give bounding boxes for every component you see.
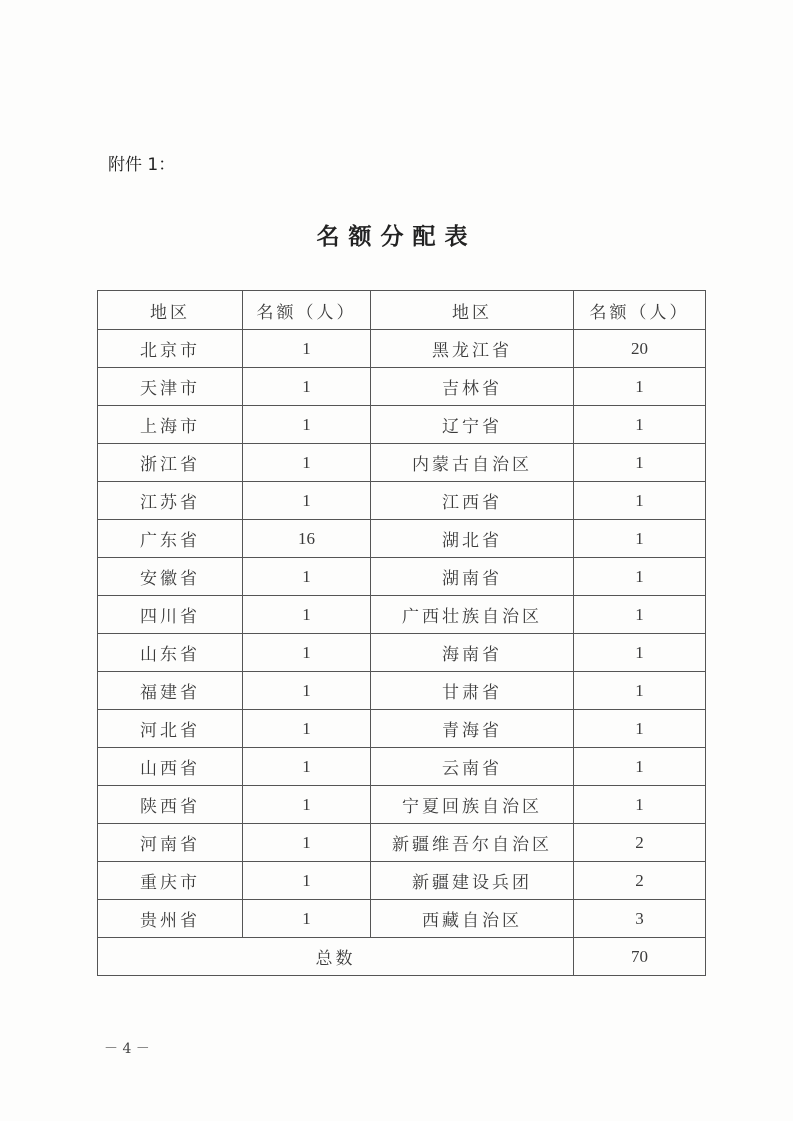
cell-left-region: 天津市 [98, 368, 243, 406]
total-label: 总数 [98, 938, 574, 976]
cell-left-quota: 1 [243, 444, 371, 482]
cell-left-region: 北京市 [98, 330, 243, 368]
table-row [98, 406, 706, 444]
table-row [98, 596, 706, 634]
header-region-left: 地区 [98, 291, 243, 330]
cell-left-quota: 1 [243, 634, 371, 672]
cell-right-quota: 1 [574, 672, 706, 710]
cell-right-region: 青海省 [371, 710, 574, 748]
cell-right-region: 吉林省 [371, 368, 574, 406]
cell-left-quota: 1 [243, 330, 371, 368]
cell-left-quota: 1 [243, 900, 371, 938]
header-quota-left: 名额（人） [243, 291, 371, 330]
cell-left-quota: 1 [243, 710, 371, 748]
cell-left-region: 河北省 [98, 710, 243, 748]
cell-left-region: 山东省 [98, 634, 243, 672]
table-row [98, 558, 706, 596]
cell-left-region: 四川省 [98, 596, 243, 634]
cell-left-quota: 1 [243, 786, 371, 824]
cell-right-quota: 1 [574, 786, 706, 824]
cell-left-quota: 1 [243, 482, 371, 520]
cell-left-region: 重庆市 [98, 862, 243, 900]
table-row [98, 786, 706, 824]
cell-left-quota: 1 [243, 748, 371, 786]
cell-left-quota: 1 [243, 596, 371, 634]
table-row [98, 482, 706, 520]
cell-left-region: 广东省 [98, 520, 243, 558]
cell-right-region: 云南省 [371, 748, 574, 786]
cell-right-quota: 1 [574, 406, 706, 444]
table-header-row [98, 291, 706, 330]
cell-right-region: 黑龙江省 [371, 330, 574, 368]
table-row [98, 748, 706, 786]
table-row [98, 672, 706, 710]
table-row [98, 710, 706, 748]
table-row [98, 444, 706, 482]
cell-left-quota: 1 [243, 672, 371, 710]
page-number: － 4 － [104, 1041, 150, 1057]
cell-right-quota: 3 [574, 900, 706, 938]
cell-left-region: 江苏省 [98, 482, 243, 520]
cell-right-quota: 1 [574, 520, 706, 558]
cell-right-region: 新疆建设兵团 [371, 862, 574, 900]
cell-right-region: 甘肃省 [371, 672, 574, 710]
cell-right-quota: 1 [574, 558, 706, 596]
cell-left-quota: 16 [243, 520, 371, 558]
cell-right-quota: 1 [574, 710, 706, 748]
cell-left-region: 山西省 [98, 748, 243, 786]
table-row [98, 330, 706, 368]
cell-right-region: 新疆维吾尔自治区 [371, 824, 574, 862]
cell-right-quota: 20 [574, 330, 706, 368]
cell-right-region: 海南省 [371, 634, 574, 672]
cell-right-region: 西藏自治区 [371, 900, 574, 938]
cell-right-quota: 1 [574, 482, 706, 520]
cell-right-region: 湖南省 [371, 558, 574, 596]
table-row [98, 368, 706, 406]
total-row [98, 938, 706, 976]
cell-right-region: 宁夏回族自治区 [371, 786, 574, 824]
total-value: 70 [574, 938, 706, 976]
header-quota-right: 名额（人） [574, 291, 706, 330]
cell-left-region: 贵州省 [98, 900, 243, 938]
cell-right-region: 广西壮族自治区 [371, 596, 574, 634]
cell-right-quota: 1 [574, 596, 706, 634]
cell-right-quota: 1 [574, 444, 706, 482]
cell-right-region: 内蒙古自治区 [371, 444, 574, 482]
cell-right-quota: 1 [574, 748, 706, 786]
cell-right-quota: 2 [574, 824, 706, 862]
cell-left-quota: 1 [243, 824, 371, 862]
cell-left-region: 陕西省 [98, 786, 243, 824]
cell-right-region: 湖北省 [371, 520, 574, 558]
cell-right-region: 江西省 [371, 482, 574, 520]
cell-left-region: 安徽省 [98, 558, 243, 596]
cell-right-quota: 2 [574, 862, 706, 900]
cell-left-region: 福建省 [98, 672, 243, 710]
cell-right-quota: 1 [574, 368, 706, 406]
cell-left-region: 浙江省 [98, 444, 243, 482]
table-row [98, 862, 706, 900]
cell-left-quota: 1 [243, 368, 371, 406]
page-title: 名额分配表 [316, 224, 477, 250]
attachment-label: 附件 1： [108, 155, 176, 175]
table-row [98, 824, 706, 862]
cell-left-quota: 1 [243, 558, 371, 596]
table-row [98, 520, 706, 558]
cell-right-quota: 1 [574, 634, 706, 672]
cell-right-region: 辽宁省 [371, 406, 574, 444]
header-region-right: 地区 [371, 291, 574, 330]
cell-left-region: 上海市 [98, 406, 243, 444]
cell-left-quota: 1 [243, 406, 371, 444]
table-row [98, 900, 706, 938]
table-row [98, 634, 706, 672]
cell-left-quota: 1 [243, 862, 371, 900]
cell-left-region: 河南省 [98, 824, 243, 862]
quota-allocation-table [97, 290, 706, 976]
